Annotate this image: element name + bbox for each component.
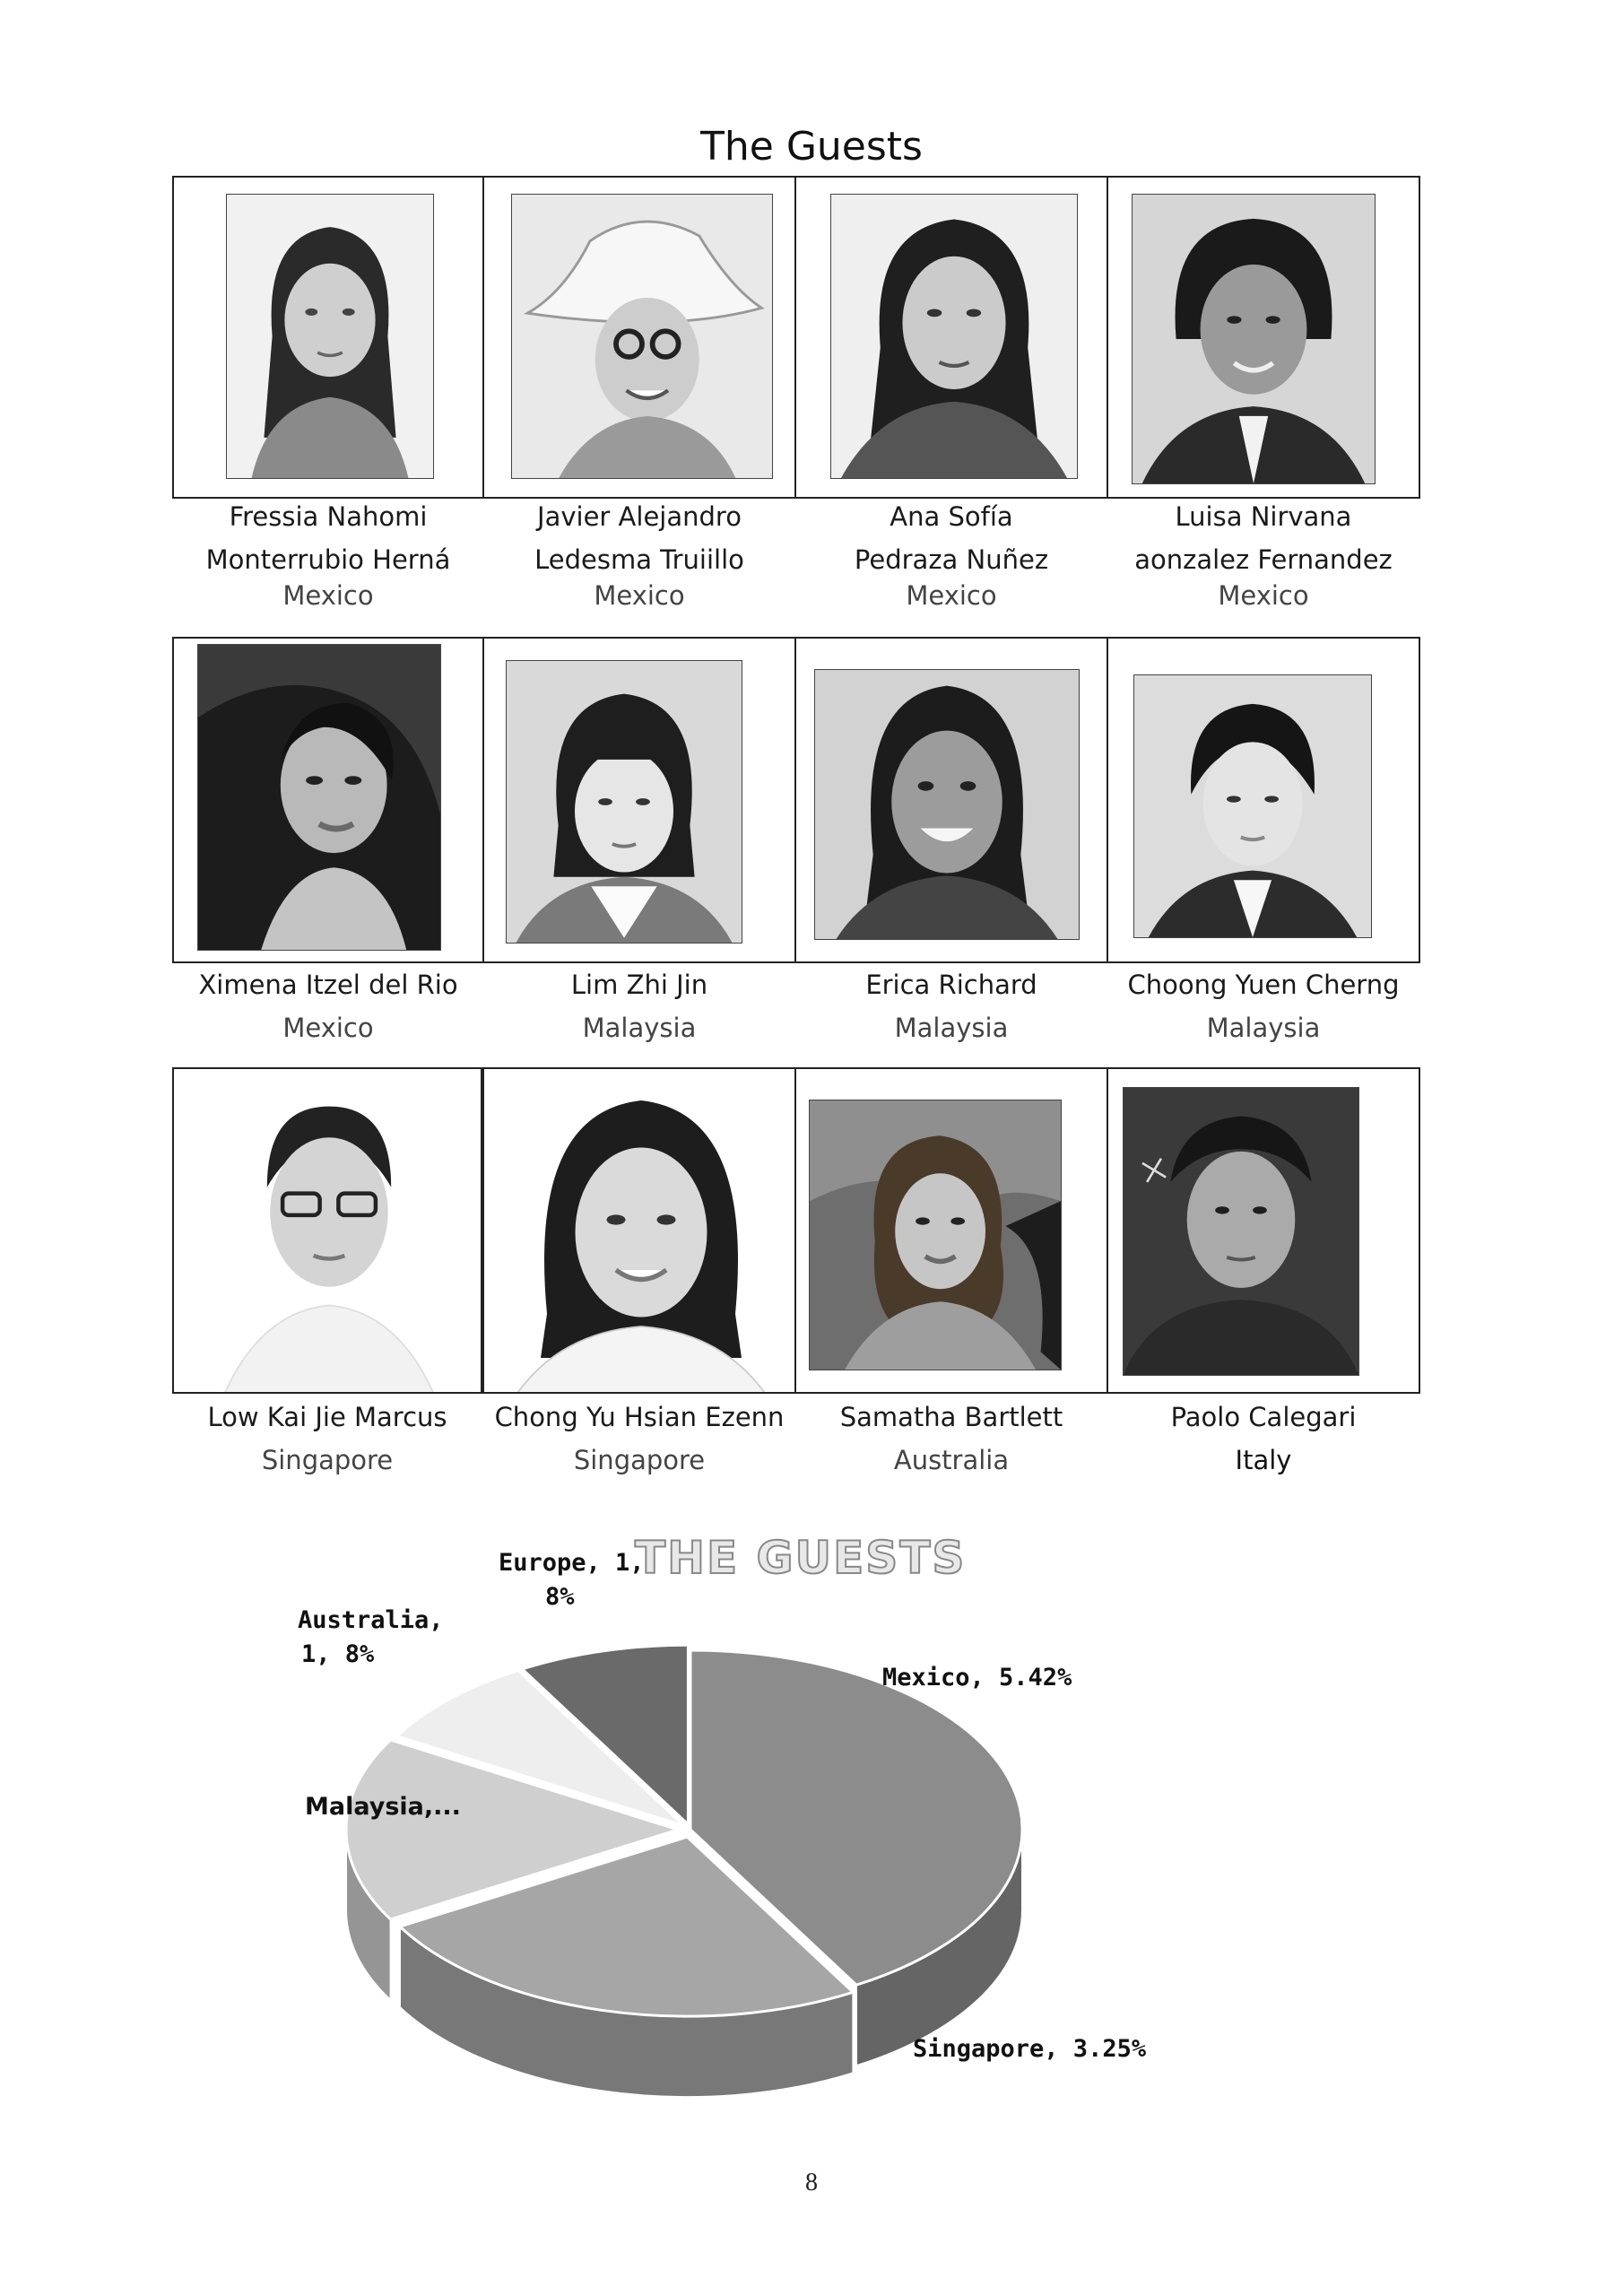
guest-card bbox=[172, 176, 484, 499]
guest-name: Ana Sofía bbox=[890, 501, 1013, 532]
guest-row-3 bbox=[172, 1067, 1420, 1394]
guest-caption bbox=[794, 1396, 1108, 1482]
guest-photo bbox=[830, 194, 1078, 479]
guest-photo bbox=[1132, 194, 1376, 484]
guest-row-1 bbox=[172, 176, 1420, 499]
pie-label-australia-line1: Australia, bbox=[298, 1606, 444, 1634]
guest-card bbox=[794, 637, 1108, 963]
guest-country: Mexico bbox=[282, 1013, 374, 1043]
guest-country: Mexico bbox=[282, 580, 374, 611]
guest-name: Erica Richard bbox=[865, 970, 1037, 1000]
guest-photo bbox=[484, 1069, 796, 1394]
guest-photo bbox=[809, 1100, 1062, 1370]
guest-caption bbox=[1107, 499, 1420, 613]
guest-caption bbox=[172, 963, 484, 1049]
pie-label-mexico: Mexico, 5.42% bbox=[882, 1664, 1072, 1692]
guest-country: Malaysia bbox=[1206, 1013, 1321, 1043]
guest-country: Mexico bbox=[594, 580, 685, 611]
guest-name: Fressia Nahomi bbox=[229, 501, 428, 532]
guest-name: Lim Zhi Jin bbox=[570, 970, 708, 1000]
guest-country: Mexico bbox=[1218, 580, 1309, 611]
pie-chart bbox=[341, 1632, 1040, 2099]
guest-card bbox=[1107, 637, 1420, 963]
guest-card bbox=[1107, 1067, 1420, 1394]
guest-country: Singapore bbox=[261, 1445, 394, 1475]
pie-label-europe-line2: 8% bbox=[545, 1583, 575, 1611]
guest-name: Monterrubio Herná bbox=[205, 544, 451, 575]
guest-photo bbox=[511, 194, 773, 479]
guest-name: Low Kai Jie Marcus bbox=[207, 1402, 447, 1432]
guest-card bbox=[482, 637, 796, 963]
guest-photo bbox=[506, 660, 742, 944]
guest-country: Australia bbox=[893, 1445, 1010, 1475]
guest-card bbox=[794, 176, 1108, 499]
guest-caption bbox=[172, 499, 484, 613]
guest-name: Samatha Bartlett bbox=[839, 1402, 1063, 1432]
guest-caption bbox=[482, 963, 796, 1049]
pie-label-singapore: Singapore, 3.25% bbox=[913, 2035, 1147, 2063]
guest-country: Singapore bbox=[573, 1445, 706, 1475]
guest-caption bbox=[794, 963, 1108, 1049]
guest-caption bbox=[482, 1396, 796, 1482]
guest-country: Italy bbox=[1235, 1445, 1292, 1475]
guest-caption bbox=[1107, 963, 1420, 1049]
pie-label-europe-line1: Europe, 1, bbox=[499, 1549, 645, 1577]
guest-name: Paolo Calegari bbox=[1170, 1402, 1357, 1432]
guest-country: Malaysia bbox=[582, 1013, 697, 1043]
guest-card bbox=[482, 176, 796, 499]
guest-caption bbox=[172, 1396, 482, 1482]
pie-label-australia bbox=[298, 1604, 444, 1672]
guest-name: Javier Alejandro bbox=[537, 501, 742, 532]
page-number: 8 bbox=[805, 2169, 818, 2196]
guest-name: Choong Yuen Cherng bbox=[1127, 970, 1400, 1000]
guest-card bbox=[482, 1067, 796, 1394]
guest-card bbox=[1107, 176, 1420, 499]
guest-photo bbox=[1133, 674, 1372, 938]
guest-caption bbox=[482, 499, 796, 613]
guest-name: aonzalez Fernandez bbox=[1134, 544, 1393, 575]
pie-label-europe bbox=[499, 1546, 645, 1614]
guest-name: Ximena Itzel del Rio bbox=[198, 970, 458, 1000]
guest-photo bbox=[814, 669, 1080, 940]
guest-photo bbox=[174, 1069, 482, 1394]
guest-row-2 bbox=[172, 637, 1420, 963]
guest-photo bbox=[197, 644, 441, 951]
guest-photo bbox=[1123, 1087, 1359, 1376]
guest-card bbox=[172, 637, 484, 963]
guest-caption bbox=[794, 499, 1108, 613]
guest-caption bbox=[1107, 1396, 1420, 1482]
guest-name: Ledesma Truiillo bbox=[534, 544, 744, 575]
pie-label-malaysia: Malaysia,... bbox=[305, 1793, 461, 1821]
pie-label-australia-line2: 1, 8% bbox=[301, 1640, 375, 1668]
guest-name: Pedraza Nuñez bbox=[854, 544, 1049, 575]
guest-card bbox=[794, 1067, 1108, 1394]
guest-country: Malaysia bbox=[894, 1013, 1009, 1043]
guest-name: Chong Yu Hsian Ezenn bbox=[494, 1402, 785, 1432]
page-title: The Guests bbox=[700, 124, 923, 170]
guest-photo bbox=[226, 194, 434, 479]
guest-country: Mexico bbox=[906, 580, 997, 611]
chart-title: THE GUESTS bbox=[635, 1532, 967, 1584]
guest-card bbox=[172, 1067, 482, 1394]
guest-name: Luisa Nirvana bbox=[1175, 501, 1352, 532]
